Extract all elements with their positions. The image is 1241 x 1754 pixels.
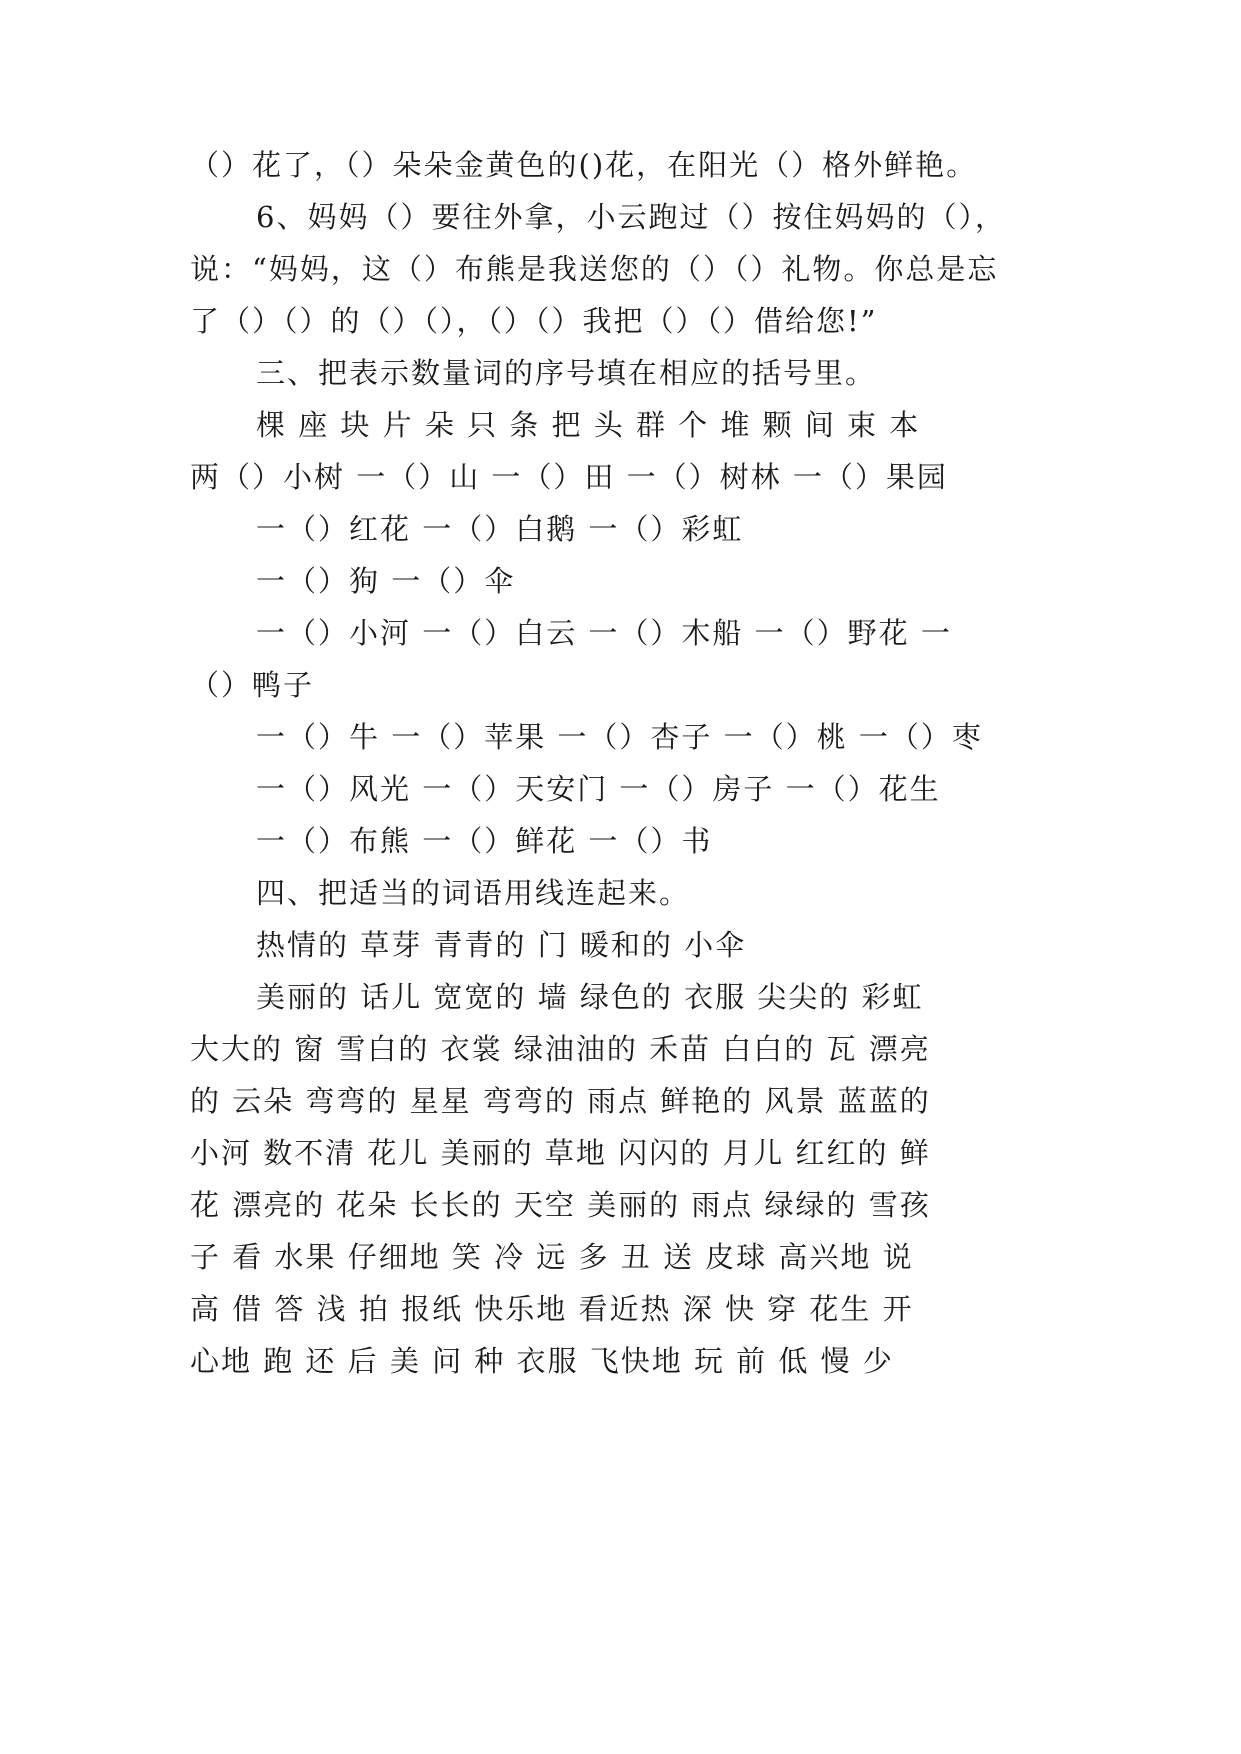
text-line-12: 一（）牛 一（）苹果 一（）杏子 一（）桃 一（）枣 [256,720,983,754]
text-line-9: 一（）狗 一（）伞 [256,564,516,598]
text-line-14: 一（）布熊 一（）鲜花 一（）书 [256,824,713,858]
text-line-1: （）花了，（）朵朵金黄色的()花，在阳光（）格外鲜艳。 [190,148,978,182]
text-line-21: 花 漂亮的 花朵 长长的 天空 美丽的 雨点 绿绿的 雪孩 [190,1188,931,1222]
text-line-19: 的 云朵 弯弯的 星星 弯弯的 雨点 鲜艳的 风景 蓝蓝的 [190,1084,931,1118]
text-line-20: 小河 数不清 花儿 美丽的 草地 闪闪的 月儿 红红的 鲜 [190,1136,931,1170]
text-line-11: （）鸭子 [190,668,315,702]
text-line-4: 了（）（）的（）（），（）（）我把（）（）借给您!” [190,304,878,338]
text-line-22: 子 看 水果 仔细地 笑 冷 远 多 丑 送 皮球 高兴地 说 [190,1240,914,1274]
text-line-8: 一（）红花 一（）白鹅 一（）彩虹 [256,512,744,546]
text-line-18: 大大的 窗 雪白的 衣裳 绿油油的 禾苗 白白的 瓦 漂亮 [190,1032,931,1066]
text-line-16: 热情的 草芽 青青的 门 暖和的 小伞 [256,928,747,962]
measure-word-list: 棵 座 块 片 朵 只 条 把 头 群 个 堆 颗 间 束 本 [256,408,921,442]
section-heading-4: 四、把适当的词语用线连起来。 [256,876,691,910]
text-line-7: 两（）小树 一（）山 一（）田 一（）树林 一（）果园 [190,460,948,494]
text-line-17: 美丽的 话儿 宽宽的 墙 绿色的 衣服 尖尖的 彩虹 [256,980,924,1014]
text-line-23: 高 借 答 浅 拍 报纸 快乐地 看近热 深 快 穿 花生 开 [190,1292,914,1326]
text-line-3: 说：“妈妈，这（）布熊是我送您的（）（）礼物。你总是忘 [190,252,999,286]
text-line-24: 心地 跑 还 后 美 问 种 衣服 飞快地 玩 前 低 慢 少 [190,1344,894,1378]
text-line-2: 6、妈妈（）要往外拿，小云跑过（）按住妈妈的（）， [256,200,1006,234]
text-line-10: 一（）小河 一（）白云 一（）木船 一（）野花 一 [256,616,952,650]
text-line-13: 一（）风光 一（）天安门 一（）房子 一（）花生 [256,772,941,806]
section-heading-3: 三、把表示数量词的序号填在相应的括号里。 [256,356,877,390]
